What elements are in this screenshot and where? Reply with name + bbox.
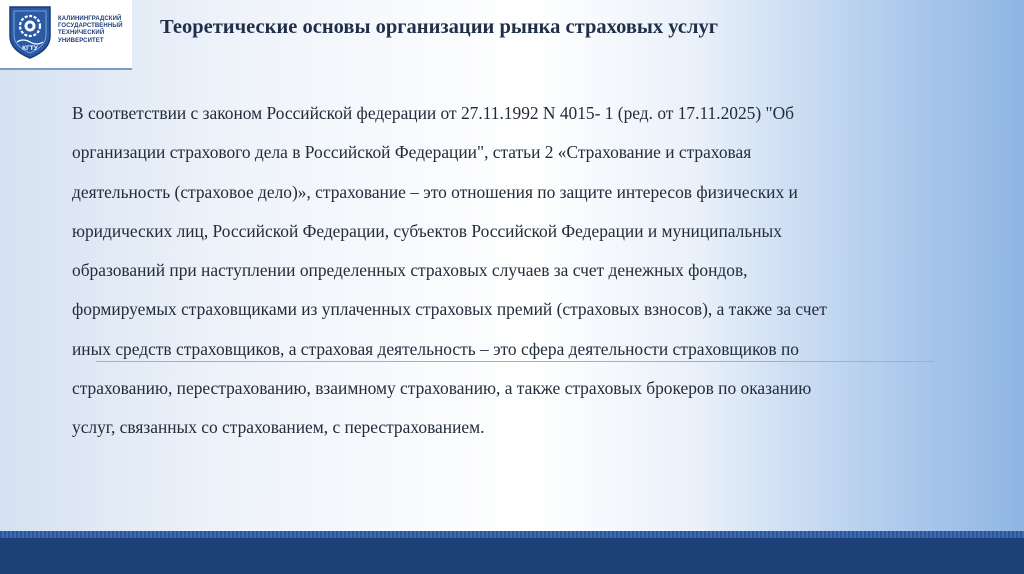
page-title: Теоретические основы организации рынка страховых услуг	[160, 16, 719, 38]
university-name	[58, 16, 140, 45]
university-logo	[6, 4, 136, 60]
paragraph-line: В соответствии с законом Российской федерации от 27.11.1992 N 4015- 1 (ред. от 17.11.2025) "Об	[72, 103, 794, 123]
paragraph-line: услуг, связанных со страхованием, с перестрахованием.	[72, 417, 485, 438]
paragraph-line: организации страхового дела в Российской Федерации", статьи 2 «Страхование и страховая	[72, 142, 752, 163]
paragraph-line: иных средств страховщиков, а страховая деятельность – это сфера деятельности страховщиков по	[72, 338, 799, 359]
paragraph-line: юридических лиц, Российской Федерации, субъектов Российской Федерации и муниципальных	[72, 220, 782, 241]
shield-emblem-icon	[6, 4, 54, 60]
paragraph-line: формируемых страховщиками из уплаченных страховых премий (страховых взносов), а также за счет	[72, 299, 827, 320]
university-name-line: КАЛИНИНГРАДСКИЙ	[58, 16, 122, 22]
university-name-line: ГОСУДАРСТВЕННЫЙ	[58, 23, 123, 30]
body-paragraph	[72, 94, 972, 448]
paragraph-line: страхованию, перестрахованию, взаимному страхованию, а также страховых брокеров по оказанию	[72, 378, 812, 399]
footer-bar	[0, 538, 1024, 574]
emblem-label: КГТУ	[22, 45, 38, 52]
university-name-line: ТЕХНИЧЕСКИЙ	[58, 30, 105, 37]
footer-stripe	[0, 531, 1024, 538]
text-divider	[96, 361, 934, 362]
university-name-line: УНИВЕРСИТЕТ	[58, 37, 104, 44]
header-divider	[0, 68, 132, 70]
paragraph-line: деятельность (страховое дело)», страхование – это отношения по защите интересов физических и	[72, 181, 798, 202]
paragraph-line: образований при наступлении определенных страховых случаев за счет денежных фондов,	[72, 260, 748, 281]
